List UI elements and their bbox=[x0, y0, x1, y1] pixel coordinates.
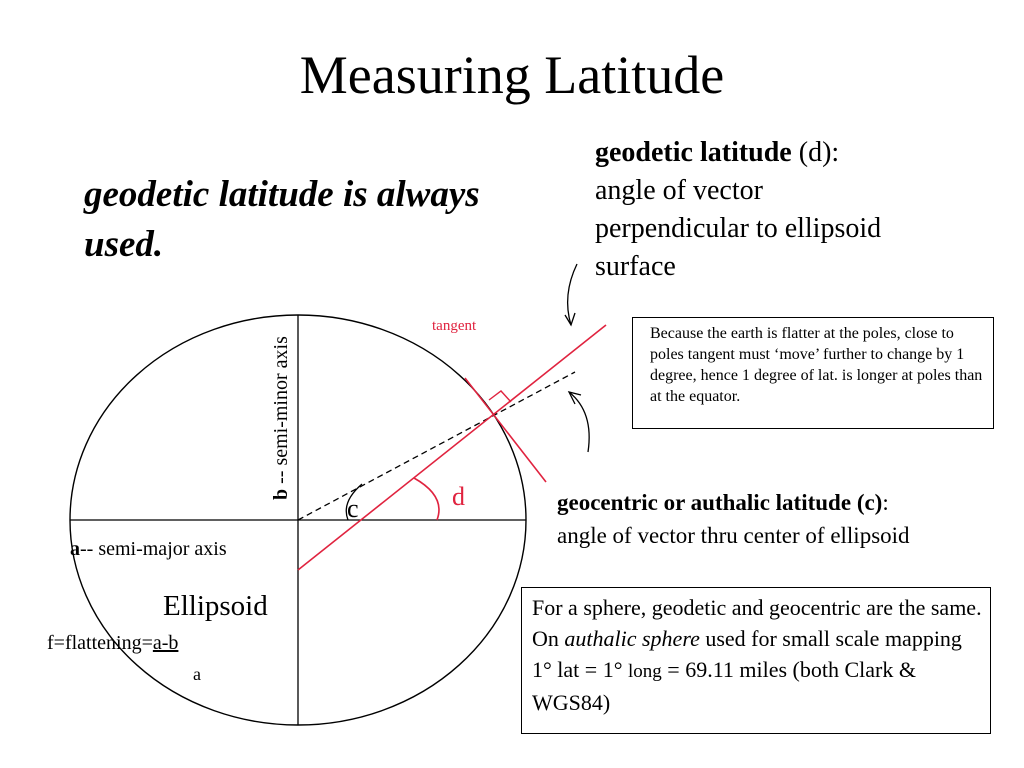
sphere-note-part1: For a sphere, geodetic and geocentric are the same. On bbox=[532, 595, 982, 651]
semi-minor-axis-text: -- semi-minor axis bbox=[270, 336, 292, 489]
geodetic-normal-line bbox=[298, 325, 606, 570]
geocentric-definition-text: angle of vector thru center of ellipsoid bbox=[557, 523, 910, 548]
sphere-note-part2: used for small scale mapping 1° lat = 1° bbox=[532, 626, 962, 682]
geocentric-callout-arrow bbox=[569, 392, 589, 452]
geodetic-colon: : bbox=[831, 137, 840, 168]
geocentric-symbol: (c) bbox=[856, 490, 883, 515]
flattening-numerator: a-b bbox=[152, 632, 179, 654]
geodetic-definition-text: angle of vector perpendicular to ellipsoid surface bbox=[595, 175, 882, 282]
flattening-formula bbox=[47, 630, 178, 656]
semi-minor-axis-symbol: b bbox=[270, 488, 292, 500]
geodetic-callout-arrow bbox=[568, 264, 577, 325]
geocentric-colon: : bbox=[882, 490, 889, 515]
sphere-note-long: long bbox=[628, 661, 662, 682]
sphere-note-part3: = 69.11 miles (both Clark & WGS84) bbox=[532, 657, 916, 715]
page-title: Measuring Latitude bbox=[299, 45, 725, 105]
semi-major-axis-label bbox=[70, 536, 227, 562]
semi-minor-axis-label bbox=[269, 336, 293, 500]
angle-c-label: c bbox=[347, 494, 359, 523]
semi-major-axis-symbol: a bbox=[70, 538, 80, 560]
semi-major-axis-text: -- semi-major axis bbox=[80, 538, 227, 560]
ellipsoid-label: Ellipsoid bbox=[163, 590, 268, 622]
flattening-denominator: a bbox=[193, 664, 201, 684]
angle-d-label: d bbox=[452, 482, 465, 511]
geodetic-symbol: (d) bbox=[798, 137, 832, 168]
tangent-line bbox=[465, 378, 546, 482]
geodetic-term: geodetic latitude bbox=[595, 137, 792, 168]
angle-d-arc bbox=[414, 478, 439, 520]
emphasis-note: geodetic latitude is always used. bbox=[84, 174, 480, 265]
tangent-label: tangent bbox=[432, 318, 477, 334]
right-angle-marker bbox=[489, 391, 511, 402]
sphere-note-italic: authalic sphere bbox=[564, 626, 700, 651]
flattening-prefix: f=flattening= bbox=[47, 632, 153, 654]
flattening-note-text: Because the earth is flatter at the poles, close to poles tangent must ‘move’ further to change by 1 degree, hence 1 degree of lat. is longer at poles than at the equator. bbox=[650, 325, 983, 405]
geocentric-term: geocentric or authalic latitude bbox=[557, 490, 852, 515]
